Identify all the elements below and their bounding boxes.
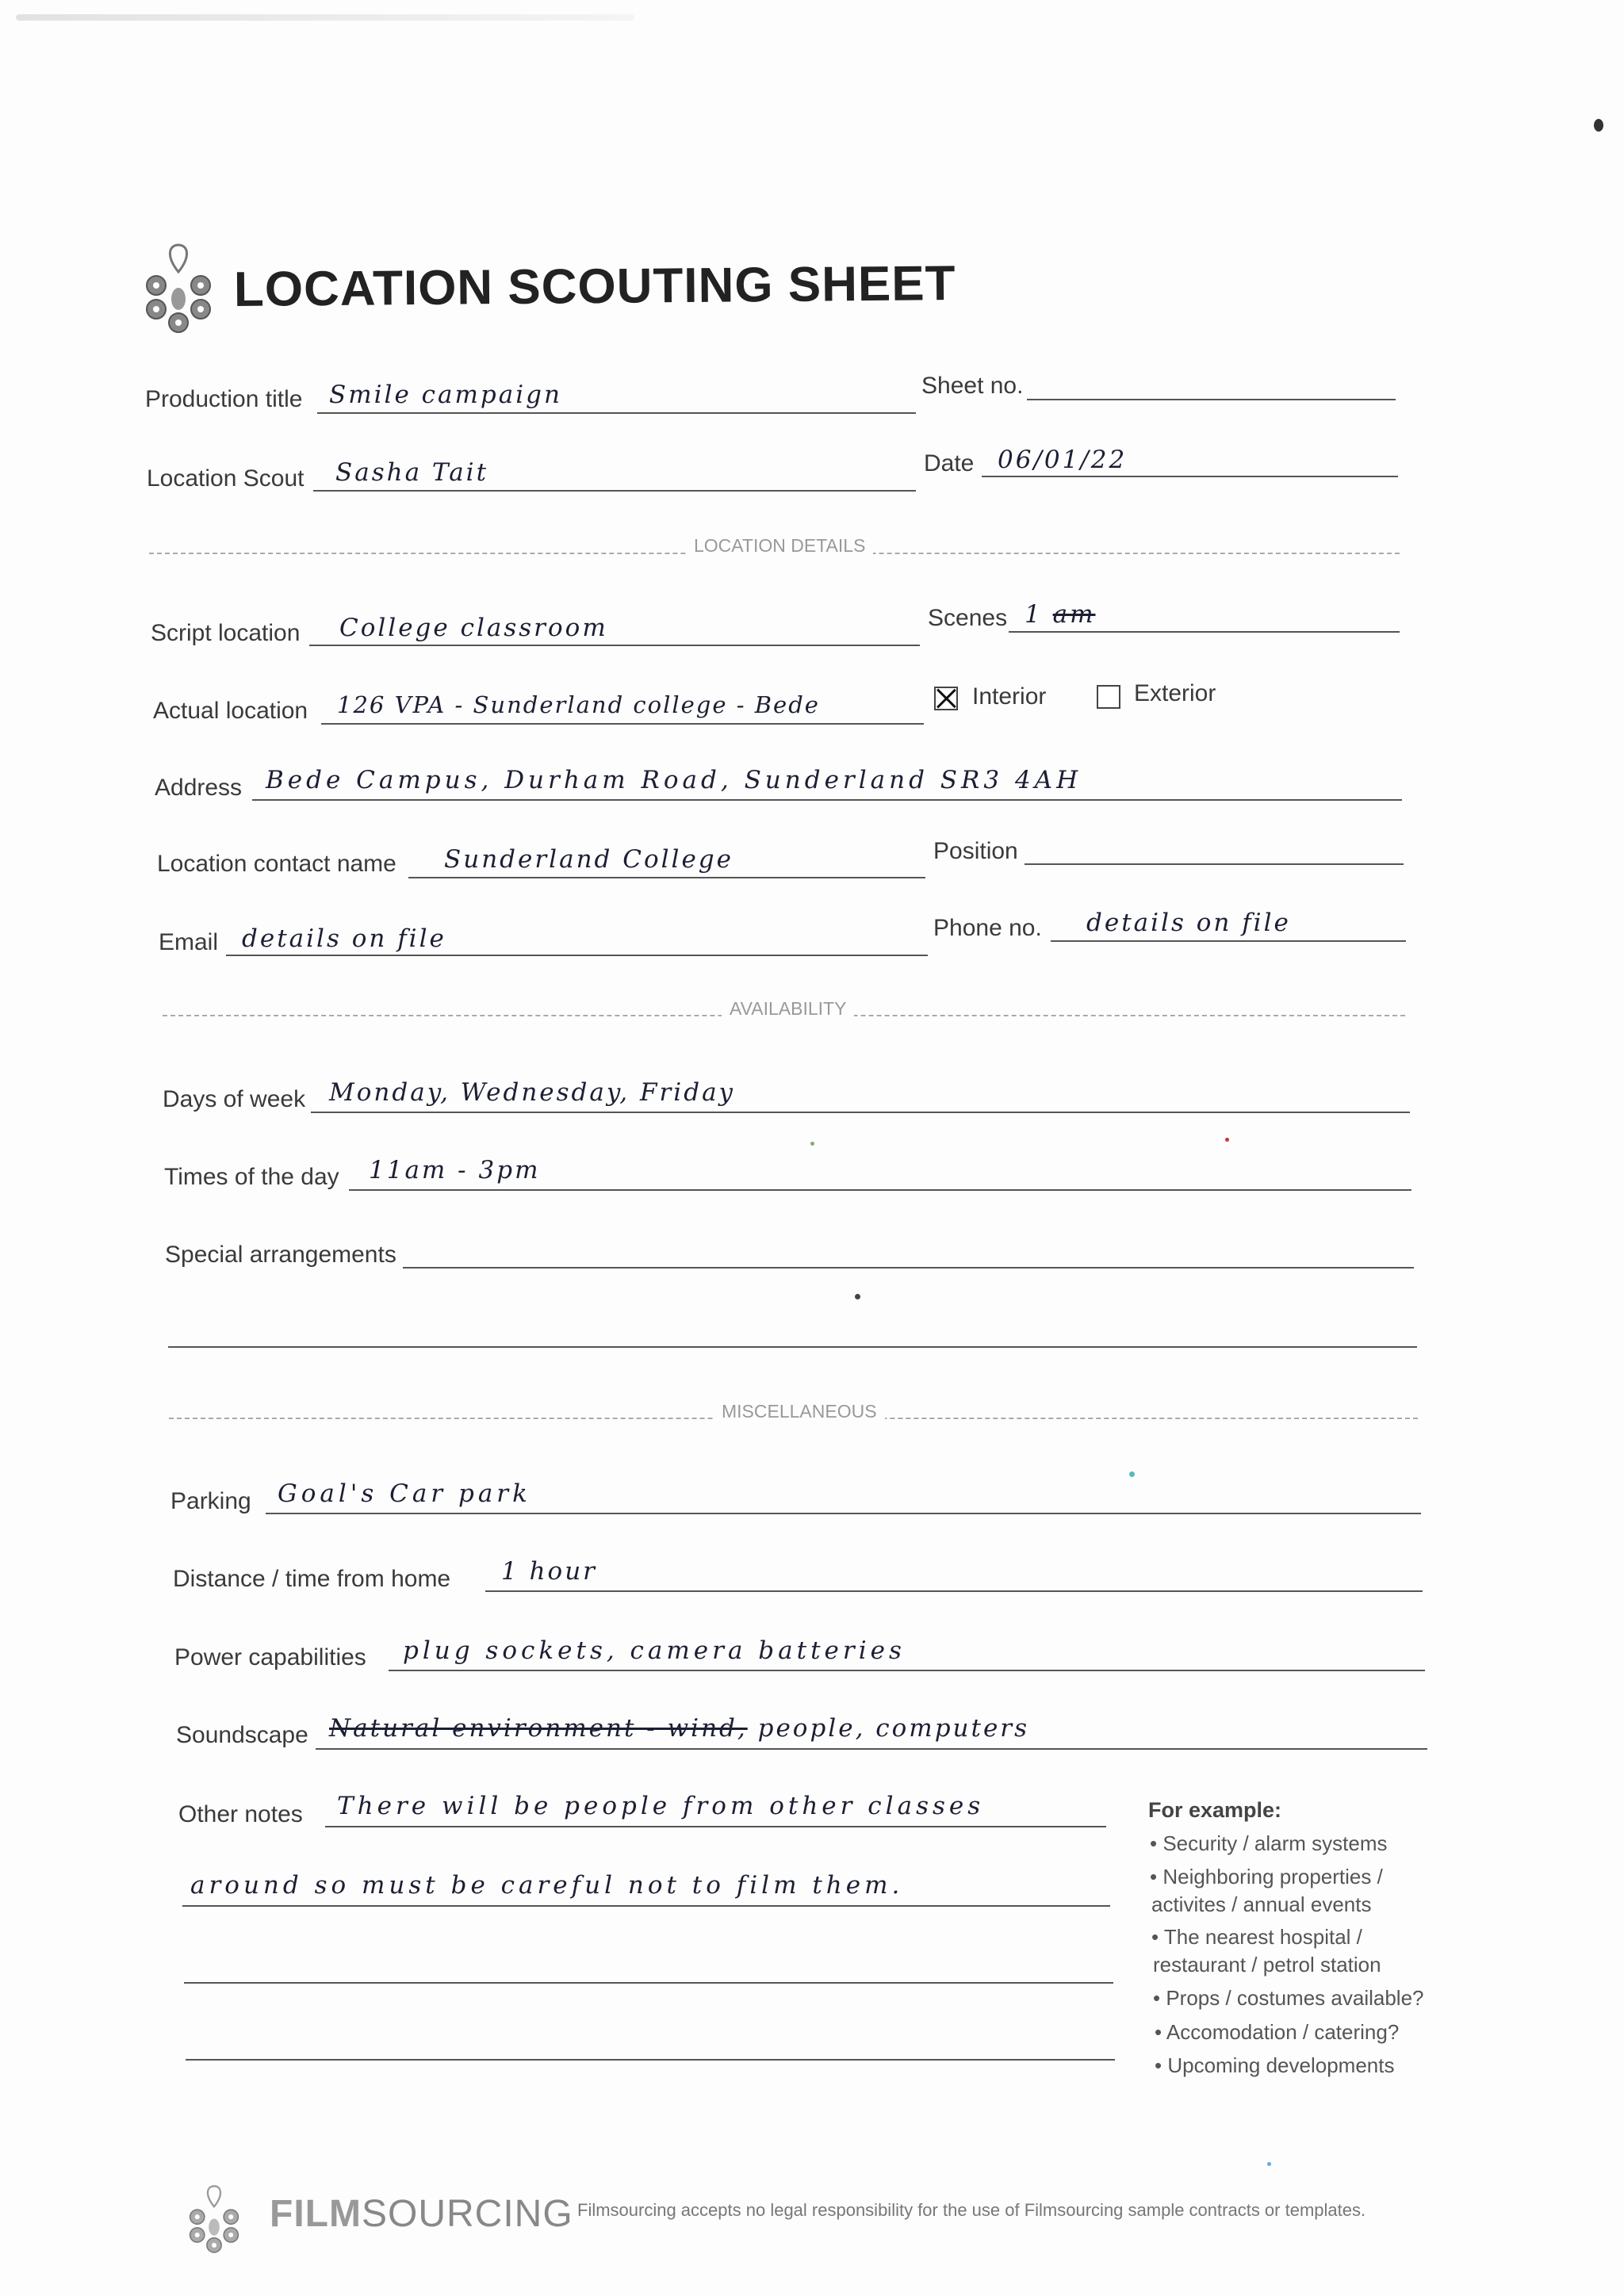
scenes-value[interactable] bbox=[1025, 600, 1095, 629]
email-line bbox=[226, 955, 928, 956]
power-line bbox=[389, 1670, 1425, 1671]
days-of-week-label: Days of week bbox=[163, 1086, 306, 1112]
filmsourcing-logo-icon bbox=[139, 242, 218, 337]
footer-brand-light: SOURCING bbox=[361, 2193, 573, 2235]
interior-checkbox[interactable] bbox=[934, 687, 958, 710]
footer-brand bbox=[270, 2192, 573, 2236]
special-arrangements-line-2 bbox=[168, 1346, 1417, 1348]
location-scout-label: Location Scout bbox=[147, 465, 304, 492]
email-value[interactable]: details on file bbox=[242, 924, 446, 953]
other-notes-label: Other notes bbox=[178, 1801, 303, 1827]
example-item: • Accomodation / catering? bbox=[1155, 2020, 1400, 2044]
location-scout-line bbox=[313, 490, 916, 492]
address-value[interactable]: Bede Campus, Durham Road, Sunderland SR3 4AH bbox=[266, 766, 1082, 794]
times-of-day-value[interactable]: 11am - 3pm bbox=[369, 1156, 541, 1184]
power-value[interactable]: plug sockets, camera batteries bbox=[403, 1636, 906, 1665]
special-arrangements-line-1 bbox=[403, 1267, 1414, 1269]
script-location-value[interactable]: College classroom bbox=[339, 614, 608, 642]
page-title: LOCATION SCOUTING SHEET bbox=[233, 256, 956, 317]
scenes-label: Scenes bbox=[928, 605, 1008, 631]
parking-label: Parking bbox=[170, 1488, 251, 1514]
contact-name-label: Location contact name bbox=[157, 851, 396, 877]
scan-speck bbox=[1129, 1471, 1135, 1477]
actual-location-label: Actual location bbox=[153, 698, 308, 724]
days-of-week-line bbox=[311, 1112, 1410, 1113]
scenes-number: 1 bbox=[1025, 600, 1043, 629]
position-line bbox=[1025, 863, 1404, 865]
production-title-label: Production title bbox=[145, 386, 303, 412]
footer-logo-icon bbox=[184, 2182, 244, 2258]
address-label: Address bbox=[155, 775, 243, 801]
date-label: Date bbox=[924, 450, 975, 476]
soundscape-struck-text: Natural environment - wind, bbox=[329, 1714, 748, 1743]
soundscape-text: people, computers bbox=[757, 1714, 1030, 1743]
scan-edge bbox=[16, 14, 634, 21]
phone-line bbox=[1051, 940, 1406, 942]
sheet-no-line bbox=[1027, 399, 1396, 400]
contact-name-value[interactable]: Sunderland College bbox=[444, 845, 733, 874]
contact-name-line bbox=[408, 877, 925, 878]
times-of-day-label: Times of the day bbox=[164, 1164, 339, 1190]
location-scout-value[interactable]: Sasha Tait bbox=[335, 458, 489, 487]
availability-heading: AVAILABILITY bbox=[722, 998, 854, 1020]
actual-location-line bbox=[321, 723, 924, 725]
production-title-value[interactable]: Smile campaign bbox=[329, 381, 562, 409]
power-label: Power capabilities bbox=[174, 1644, 366, 1670]
example-item: restaurant / petrol station bbox=[1153, 1953, 1381, 1976]
date-value[interactable]: 06/01/22 bbox=[998, 446, 1128, 474]
interior-label: Interior bbox=[972, 683, 1047, 710]
script-location-label: Script location bbox=[151, 620, 301, 646]
scan-speck bbox=[1267, 2162, 1271, 2166]
date-line bbox=[982, 476, 1398, 477]
scenes-line bbox=[1009, 631, 1400, 633]
example-item: activites / annual events bbox=[1151, 1892, 1372, 1916]
examples-title: For example: bbox=[1148, 1798, 1282, 1822]
soundscape-line bbox=[316, 1748, 1427, 1750]
soundscape-label: Soundscape bbox=[176, 1722, 308, 1748]
exterior-label: Exterior bbox=[1134, 680, 1216, 706]
distance-label: Distance / time from home bbox=[173, 1566, 451, 1592]
other-notes-line-3 bbox=[184, 1982, 1113, 1984]
example-item: • Upcoming developments bbox=[1155, 2053, 1395, 2077]
scan-speck bbox=[855, 1294, 860, 1299]
times-of-day-line bbox=[349, 1189, 1411, 1191]
exterior-checkbox[interactable] bbox=[1097, 685, 1120, 709]
actual-location-value[interactable]: 126 VPA - Sunderland college - Bede bbox=[337, 691, 820, 718]
scan-speck bbox=[1594, 119, 1603, 132]
example-item: • The nearest hospital / bbox=[1151, 1925, 1362, 1949]
scan-speck bbox=[810, 1142, 814, 1146]
other-notes-value-line-2[interactable]: around so must be careful not to film them. bbox=[190, 1871, 904, 1900]
other-notes-line-1 bbox=[325, 1826, 1106, 1827]
parking-line bbox=[266, 1513, 1421, 1514]
other-notes-line-4 bbox=[186, 2059, 1115, 2061]
miscellaneous-heading: MISCELLANEOUS bbox=[714, 1401, 885, 1422]
soundscape-value[interactable] bbox=[329, 1714, 1029, 1743]
phone-label: Phone no. bbox=[933, 915, 1042, 941]
script-location-line bbox=[309, 645, 920, 646]
scenes-struck-text: am bbox=[1052, 600, 1096, 629]
position-label: Position bbox=[933, 838, 1018, 864]
parking-value[interactable]: Goal's Car park bbox=[278, 1479, 531, 1508]
sheet-no-label: Sheet no. bbox=[921, 373, 1024, 399]
scan-speck bbox=[1225, 1138, 1229, 1142]
days-of-week-value[interactable]: Monday, Wednesday, Friday bbox=[329, 1078, 736, 1107]
example-item: • Neighboring properties / bbox=[1150, 1865, 1383, 1888]
example-item: • Security / alarm systems bbox=[1150, 1831, 1388, 1855]
address-line bbox=[252, 799, 1402, 801]
special-arrangements-label: Special arrangements bbox=[165, 1242, 396, 1268]
distance-value[interactable]: 1 hour bbox=[501, 1557, 597, 1586]
email-label: Email bbox=[159, 929, 219, 955]
other-notes-value-line-1[interactable]: There will be people from other classes bbox=[337, 1792, 985, 1820]
phone-value[interactable]: details on file bbox=[1086, 909, 1291, 937]
example-item: • Props / costumes available? bbox=[1153, 1986, 1424, 2010]
other-notes-line-2 bbox=[182, 1905, 1110, 1907]
location-details-heading: LOCATION DETAILS bbox=[686, 535, 873, 557]
footer-brand-bold: FILM bbox=[270, 2193, 362, 2235]
footer-disclaimer: Filmsourcing accepts no legal responsibility for the use of Filmsourcing sample contracts or templates. bbox=[577, 2200, 1366, 2220]
production-title-line bbox=[317, 412, 916, 414]
distance-line bbox=[485, 1590, 1423, 1592]
